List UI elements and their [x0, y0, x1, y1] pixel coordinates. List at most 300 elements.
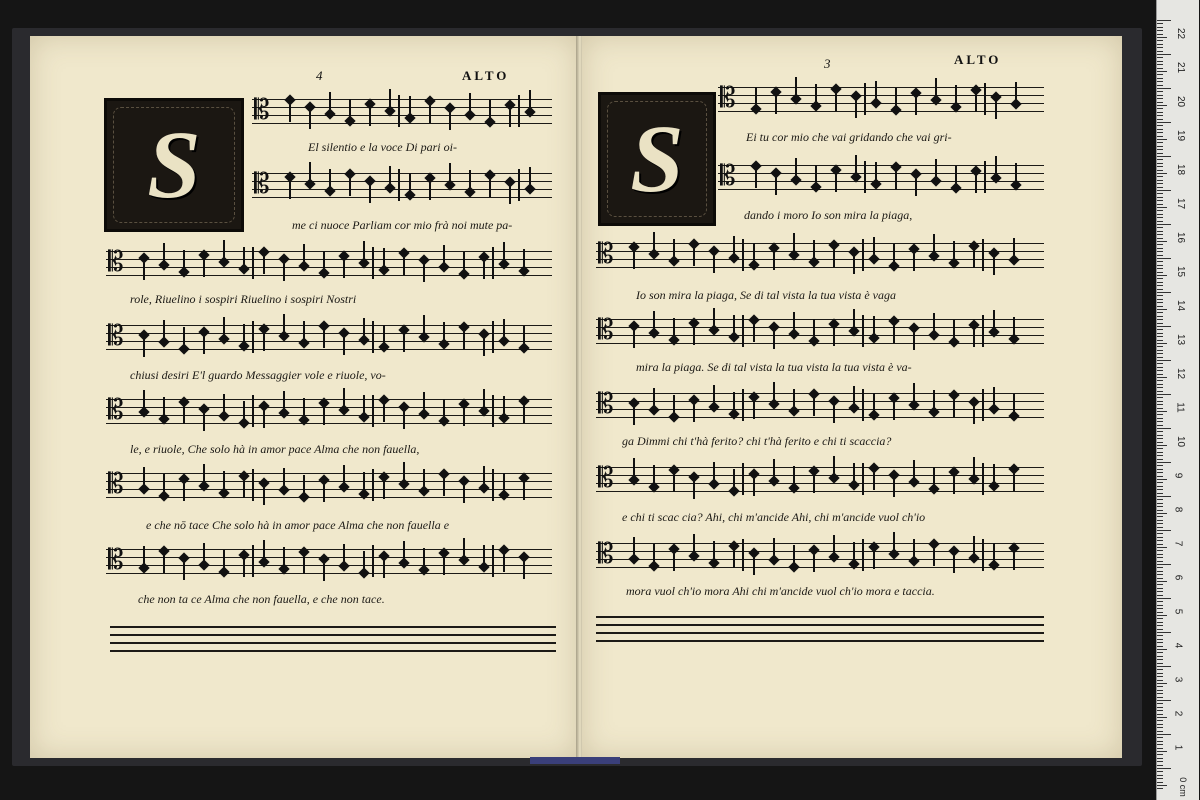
ruler-tick [1157, 482, 1163, 483]
note-stem [933, 313, 935, 333]
ruler-tick [1157, 85, 1163, 86]
ruler-tick [1157, 340, 1163, 341]
bar-line [742, 539, 744, 571]
ruler-tick [1157, 547, 1167, 548]
note-stem [369, 183, 371, 203]
ruler-tick [1157, 265, 1163, 266]
ruler-tick [1157, 139, 1167, 140]
ruler-tick [1157, 421, 1163, 422]
music-staff [252, 92, 552, 130]
note-stem [713, 253, 715, 273]
note-stem [973, 248, 975, 268]
ruler-tick [1157, 625, 1163, 626]
ruler-tick [1157, 47, 1163, 48]
clef-icon: 𝄡 [598, 537, 614, 570]
note-stem [913, 383, 915, 403]
music-staff [718, 158, 1044, 196]
ruler-label: 10 [1175, 435, 1187, 448]
note-stem [815, 84, 817, 104]
bar-line [492, 545, 494, 577]
ruler-tick [1157, 234, 1163, 235]
ruler-tick [1157, 61, 1163, 62]
note-stem [163, 397, 165, 417]
note-stem [813, 552, 815, 572]
page-number: 3 [824, 56, 831, 71]
note-stem [733, 236, 735, 256]
ruler-tick [1157, 751, 1167, 752]
ruler-tick [1157, 71, 1167, 72]
ruler-label: 19 [1175, 129, 1187, 142]
ruler-tick [1157, 115, 1163, 116]
note-stem [183, 560, 185, 580]
note-stem [693, 479, 695, 499]
ruler-tick [1157, 180, 1163, 181]
ruler-tick [1157, 176, 1163, 177]
note-stem [283, 468, 285, 488]
clef-icon: 𝄡 [108, 245, 124, 278]
note-stem [855, 98, 857, 118]
music-staff [252, 166, 552, 204]
ruler-tick [1157, 78, 1163, 79]
ruler-tick [1157, 227, 1163, 228]
ruler-tick [1157, 268, 1163, 269]
ruler-tick [1157, 183, 1163, 184]
bar-line [862, 463, 864, 495]
ruler-tick [1157, 306, 1163, 307]
ruler-label: 6 [1172, 574, 1184, 581]
note-stem [323, 561, 325, 581]
note-stem [503, 396, 505, 416]
ruler-tick [1157, 44, 1163, 45]
note-stem [953, 320, 955, 340]
note-stem [183, 481, 185, 501]
right-page [582, 36, 1122, 758]
note-stem [793, 233, 795, 253]
ruler-tick [1157, 632, 1171, 633]
ruler-tick [1157, 380, 1163, 381]
note-stem [733, 315, 735, 335]
lyric-line: me ci nuoce Parliam cor mio frà noi mute pa- [292, 218, 513, 232]
ruler-tick [1157, 299, 1163, 300]
ruler-tick [1157, 125, 1163, 126]
initial-letter: S [147, 111, 201, 218]
bar-line [742, 315, 744, 347]
ruler-tick [1157, 646, 1163, 647]
bar-line [398, 95, 400, 127]
ruler-tick [1157, 544, 1163, 545]
note-stem [183, 404, 185, 424]
ruler-tick [1157, 377, 1167, 378]
note-stem [713, 541, 715, 561]
ruler-tick [1157, 146, 1163, 147]
note-stem [653, 465, 655, 485]
ruler-tick [1157, 513, 1167, 514]
note-stem [263, 540, 265, 560]
note-stem [443, 399, 445, 419]
ruler-tick [1157, 530, 1171, 531]
ruler-tick [1157, 445, 1167, 446]
ruler-tick [1157, 564, 1171, 565]
note-stem [223, 240, 225, 260]
ruler-tick [1157, 217, 1163, 218]
ruler-tick [1157, 567, 1163, 568]
ruler-tick [1157, 387, 1163, 388]
note-stem [203, 334, 205, 354]
ruler-tick [1157, 316, 1163, 317]
ruler-tick [1157, 683, 1167, 684]
ruler-tick [1157, 533, 1163, 534]
note-stem [935, 159, 937, 179]
note-stem [693, 246, 695, 266]
ruler-tick [1157, 156, 1171, 157]
note-stem [363, 395, 365, 415]
ruler-tick [1157, 384, 1163, 385]
note-stem [875, 162, 877, 182]
ruler-label: 2 [1172, 710, 1184, 717]
ruler-tick [1157, 374, 1163, 375]
note-stem [673, 472, 675, 492]
ruler-tick [1157, 601, 1163, 602]
note-stem [873, 237, 875, 257]
bar-line [742, 389, 744, 421]
ruler-tick [1157, 312, 1163, 313]
ruler-tick [1157, 574, 1163, 575]
left-page [30, 36, 578, 758]
ruler-tick [1157, 95, 1163, 96]
note-stem [913, 251, 915, 271]
bar-line [252, 395, 254, 427]
ruler-tick [1157, 635, 1163, 636]
note-stem [813, 319, 815, 339]
note-stem [633, 537, 635, 557]
note-stem [893, 477, 895, 497]
ruler-tick [1157, 282, 1163, 283]
ruler-tick [1157, 187, 1163, 188]
ruler-tick [1157, 700, 1171, 701]
ruler-tick [1157, 503, 1163, 504]
note-stem [1015, 163, 1017, 183]
ruler-tick [1157, 510, 1163, 511]
ruler-tick [1157, 476, 1163, 477]
note-stem [443, 476, 445, 496]
note-stem [915, 95, 917, 115]
bar-line [742, 463, 744, 495]
bar-line [252, 469, 254, 501]
ruler-tick [1157, 717, 1167, 718]
note-stem [403, 255, 405, 275]
note-stem [893, 532, 895, 552]
note-stem [915, 176, 917, 196]
note-stem [283, 391, 285, 411]
ruler-tick [1157, 686, 1163, 687]
ruler-tick [1157, 23, 1163, 24]
ruler-label: 1 [1172, 744, 1184, 751]
note-stem [283, 261, 285, 281]
ruler-tick [1157, 357, 1163, 358]
bar-line [252, 247, 254, 279]
ruler-tick [1157, 153, 1163, 154]
note-stem [773, 250, 775, 270]
ruler-tick [1157, 581, 1167, 582]
ruler-label: 12 [1175, 367, 1187, 380]
bar-line [982, 315, 984, 347]
ruler-tick [1157, 370, 1163, 371]
clef-icon: 𝄡 [720, 159, 736, 192]
note-stem [893, 244, 895, 264]
note-stem [733, 548, 735, 568]
note-stem [503, 552, 505, 572]
ruler-tick [1157, 527, 1163, 528]
ruler-tick [1157, 438, 1163, 439]
note-stem [753, 322, 755, 342]
bar-line [398, 169, 400, 201]
ruler-tick [1157, 132, 1163, 133]
note-stem [409, 96, 411, 116]
note-stem [263, 331, 265, 351]
note-stem [429, 180, 431, 200]
ruler-tick [1157, 251, 1163, 252]
lyric-line: chiusi desiri E'l guardo Messaggier vole e riuole, vo- [130, 368, 386, 382]
bar-line [372, 247, 374, 279]
ruler-tick [1157, 20, 1171, 21]
ruler-tick [1157, 295, 1163, 296]
ruler-tick [1157, 703, 1163, 704]
ruler-tick [1157, 54, 1171, 55]
ruler-tick [1157, 442, 1163, 443]
note-stem [973, 404, 975, 424]
note-stem [895, 88, 897, 108]
note-stem [403, 462, 405, 482]
note-stem [243, 478, 245, 498]
note-stem [409, 173, 411, 193]
note-stem [363, 318, 365, 338]
bookmark-ribbon [530, 757, 620, 764]
bar-line [372, 469, 374, 501]
ruler-tick [1157, 622, 1163, 623]
ruler-tick [1157, 788, 1163, 789]
ruler-label: 21 [1175, 61, 1187, 74]
music-staff [596, 536, 1044, 574]
note-stem [835, 91, 837, 111]
note-stem [429, 103, 431, 123]
ruler-tick [1157, 605, 1163, 606]
ruler-tick [1157, 775, 1163, 776]
note-stem [183, 327, 185, 347]
note-stem [323, 328, 325, 348]
ruler-tick [1157, 720, 1163, 721]
note-stem [833, 326, 835, 346]
note-stem [263, 254, 265, 274]
ruler-label: 18 [1175, 163, 1187, 176]
note-stem [163, 243, 165, 263]
ruler-label: 15 [1175, 265, 1187, 278]
note-stem [653, 311, 655, 331]
ruler-tick [1157, 326, 1171, 327]
note-stem [449, 163, 451, 183]
ruler-tick [1157, 119, 1163, 120]
note-stem [363, 241, 365, 261]
note-stem [443, 322, 445, 342]
note-stem [403, 541, 405, 561]
ruler-tick [1157, 285, 1163, 286]
lyric-line: Ei tu cor mio che vai gridando che vai gri- [746, 130, 952, 144]
bar-line [982, 463, 984, 495]
note-stem [653, 232, 655, 252]
ruler-tick [1157, 731, 1163, 732]
note-stem [443, 245, 445, 265]
ruler-tick [1157, 615, 1167, 616]
ruler-tick [1157, 455, 1163, 456]
ruler-tick [1157, 210, 1163, 211]
ruler-tick [1157, 744, 1163, 745]
note-stem [993, 310, 995, 330]
lyric-line: El silentio e la voce Di pari oi- [308, 140, 457, 154]
note-stem [529, 90, 531, 110]
note-stem [483, 259, 485, 279]
ruler-label: 22 [1175, 27, 1187, 40]
ruler-tick [1157, 666, 1171, 667]
ruler-tick [1157, 520, 1163, 521]
note-stem [423, 315, 425, 335]
ruler-tick [1157, 336, 1163, 337]
ruler-tick [1157, 516, 1163, 517]
bar-line [984, 83, 986, 115]
ruler-label: 5 [1172, 608, 1184, 615]
voice-header: ALTO [954, 52, 1002, 67]
note-stem [853, 254, 855, 274]
ruler-tick [1157, 319, 1163, 320]
ruler-tick [1157, 149, 1163, 150]
ruler-tick [1157, 435, 1163, 436]
note-stem [363, 551, 365, 571]
note-stem [469, 170, 471, 190]
ruler-tick [1157, 537, 1163, 538]
note-stem [693, 402, 695, 422]
note-stem [383, 402, 385, 422]
ruler-tick [1157, 459, 1163, 460]
ruler-tick [1157, 758, 1163, 759]
note-stem [283, 547, 285, 567]
ruler-tick [1157, 765, 1163, 766]
note-stem [873, 393, 875, 413]
note-stem [853, 542, 855, 562]
note-stem [893, 400, 895, 420]
clef-icon: 𝄡 [108, 467, 124, 500]
note-stem [523, 480, 525, 500]
bar-line [862, 539, 864, 571]
ruler-tick [1157, 129, 1163, 130]
note-stem [403, 409, 405, 429]
ruler-tick [1157, 142, 1163, 143]
note-stem [303, 475, 305, 495]
note-stem [993, 255, 995, 275]
note-stem [633, 405, 635, 425]
ruler-tick [1157, 112, 1163, 113]
note-stem [733, 469, 735, 489]
note-stem [163, 553, 165, 573]
ruler-tick [1157, 741, 1163, 742]
note-stem [483, 389, 485, 409]
clef-icon: 𝄡 [598, 461, 614, 494]
note-stem [509, 107, 511, 127]
note-stem [875, 81, 877, 101]
note-stem [143, 337, 145, 357]
note-stem [713, 308, 715, 328]
ruler-label: 14 [1175, 299, 1187, 312]
note-stem [773, 382, 775, 402]
note-stem [673, 239, 675, 259]
note-stem [975, 92, 977, 112]
note-stem [1013, 317, 1015, 337]
ruler-tick [1157, 275, 1167, 276]
ruler-label: 11 [1174, 402, 1186, 413]
ruler-tick [1157, 207, 1167, 208]
ruler-tick [1157, 639, 1163, 640]
note-stem [833, 535, 835, 555]
note-stem [183, 250, 185, 270]
bar-line [252, 321, 254, 353]
lyric-line: Io son mira la piaga, Se di tal vista la tua vista è vaga [636, 288, 896, 302]
note-stem [855, 155, 857, 175]
note-stem [143, 467, 145, 487]
lyric-line: role, Riuelino i sospiri Riuelino i sospiri Nostri [130, 292, 357, 306]
note-stem [323, 482, 325, 502]
ruler-tick [1157, 241, 1167, 242]
bar-line [372, 545, 374, 577]
note-stem [1013, 394, 1015, 414]
note-stem [973, 327, 975, 347]
note-stem [913, 460, 915, 480]
note-stem [1013, 550, 1015, 570]
note-stem [243, 557, 245, 577]
note-stem [995, 99, 997, 119]
ruler-tick [1157, 309, 1167, 310]
note-stem [369, 106, 371, 126]
clef-icon: 𝄡 [108, 319, 124, 352]
ruler-label: 7 [1172, 540, 1184, 547]
ruler-tick [1157, 663, 1163, 664]
ruler-tick [1157, 598, 1171, 599]
note-stem [523, 559, 525, 579]
ruler-tick [1157, 771, 1163, 772]
note-stem [329, 169, 331, 189]
ruler-label: 16 [1175, 231, 1187, 244]
note-stem [343, 258, 345, 278]
ruler-tick [1157, 680, 1163, 681]
note-stem [463, 406, 465, 426]
ruler-tick [1157, 255, 1163, 256]
initial-letter: S [630, 105, 684, 212]
ruler-tick [1157, 656, 1163, 657]
clef-icon: 𝄡 [720, 81, 736, 114]
bar-line [982, 239, 984, 271]
note-stem [523, 249, 525, 269]
note-stem [143, 260, 145, 280]
note-stem [933, 546, 935, 566]
note-stem [163, 320, 165, 340]
note-stem [443, 555, 445, 575]
note-stem [853, 386, 855, 406]
note-stem [935, 78, 937, 98]
ruler-tick [1157, 697, 1163, 698]
ruler-tick [1157, 343, 1167, 344]
ruler-tick [1157, 248, 1163, 249]
ruler-tick [1157, 778, 1163, 779]
bar-line [372, 395, 374, 427]
note-stem [489, 177, 491, 197]
ruler-tick [1157, 629, 1163, 630]
ruler-label: 9 [1172, 472, 1184, 479]
